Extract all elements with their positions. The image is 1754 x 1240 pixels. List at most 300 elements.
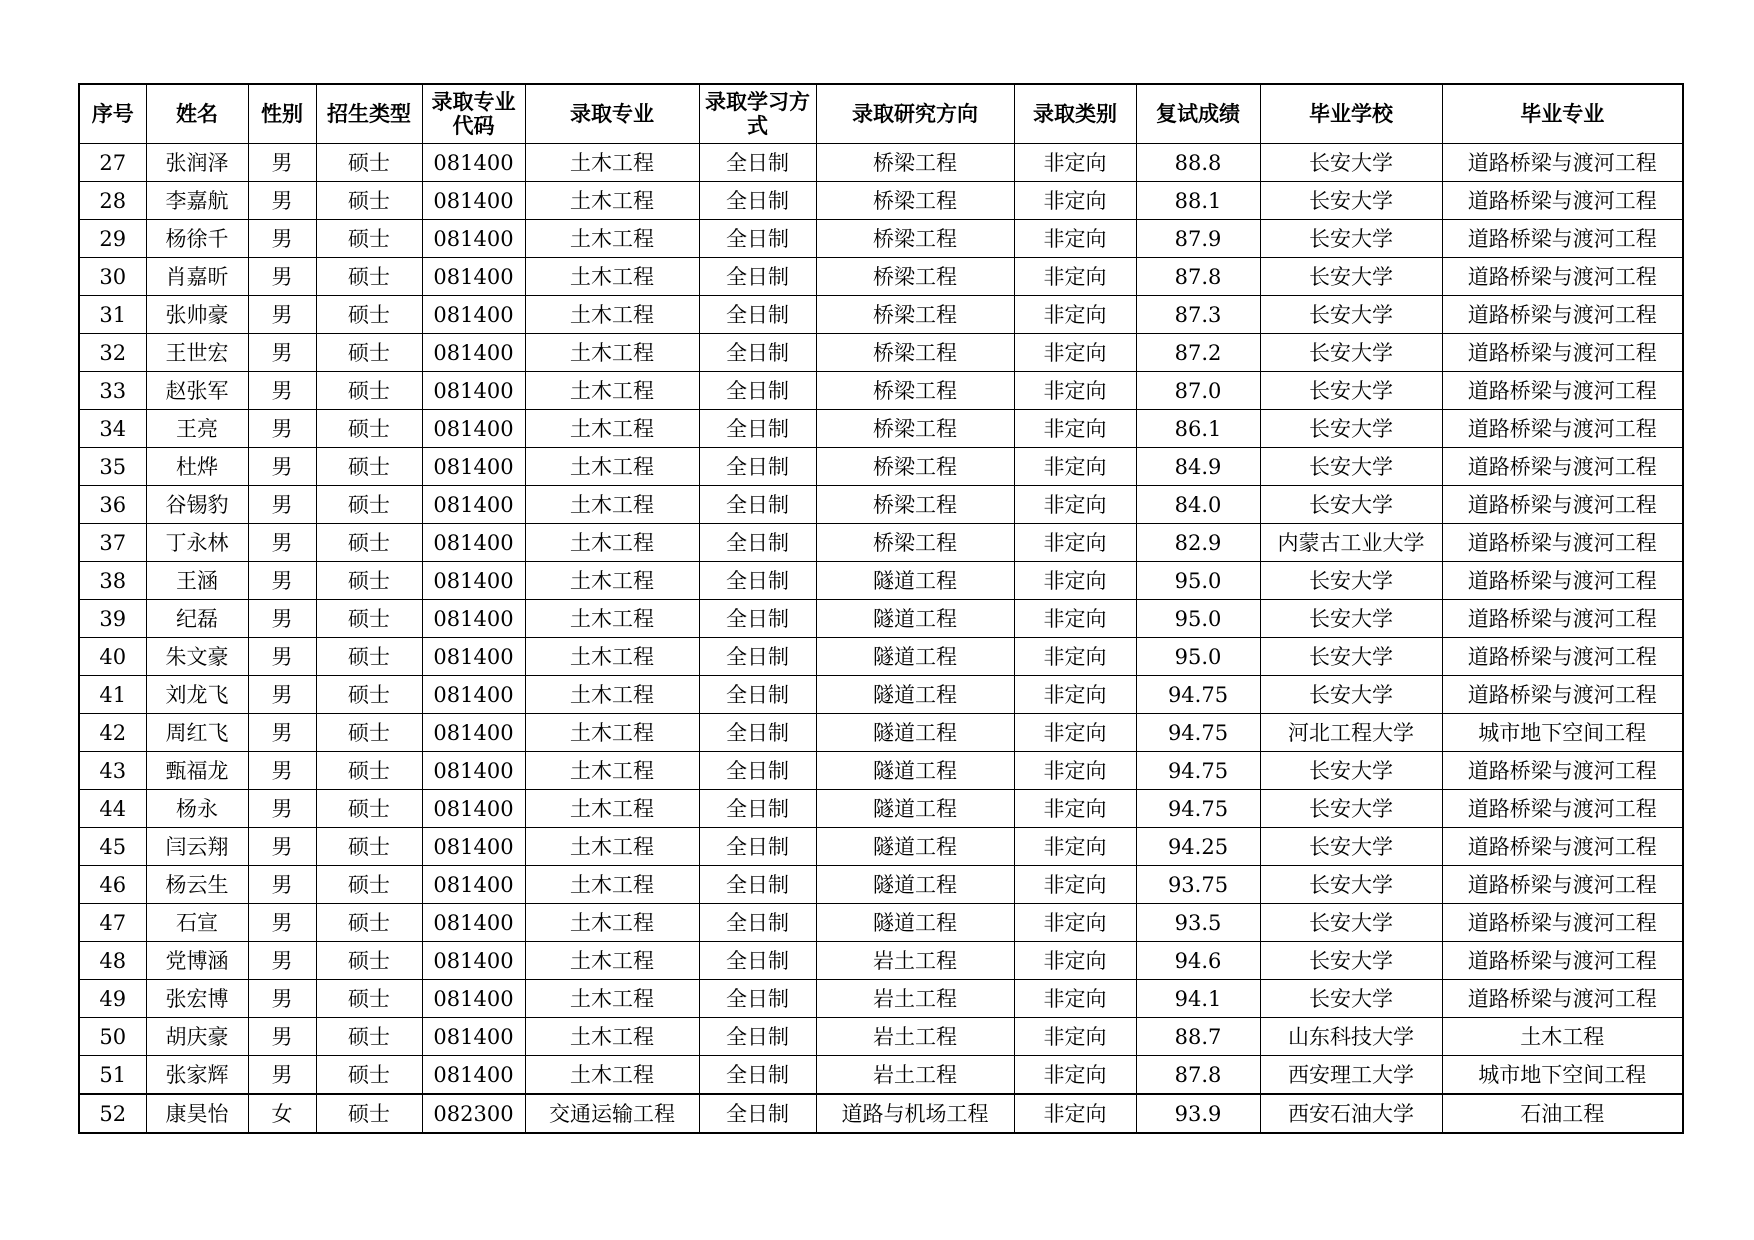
retest-score-cell: 94.1 — [1136, 980, 1260, 1018]
retest-score-cell: 84.9 — [1136, 448, 1260, 486]
major-cell: 土木工程 — [525, 752, 699, 790]
name-cell: 张帅豪 — [146, 296, 248, 334]
major-cell: 土木工程 — [525, 1056, 699, 1095]
table-row — [79, 220, 1683, 258]
graduate-school-cell: 长安大学 — [1260, 410, 1442, 448]
major-code-cell: 081400 — [422, 144, 525, 182]
name-cell: 王亮 — [146, 410, 248, 448]
enrollment-type-cell: 硕士 — [316, 1094, 422, 1133]
study-mode-cell: 全日制 — [699, 486, 816, 524]
major-code-cell: 082300 — [422, 1094, 525, 1133]
major-cell: 土木工程 — [525, 866, 699, 904]
graduate-school-cell: 长安大学 — [1260, 904, 1442, 942]
research-direction-cell: 隧道工程 — [816, 638, 1014, 676]
graduate-school-cell: 长安大学 — [1260, 980, 1442, 1018]
table-row — [79, 562, 1683, 600]
major-cell: 土木工程 — [525, 372, 699, 410]
serial-number-cell: 49 — [79, 980, 146, 1018]
major-code-cell: 081400 — [422, 1018, 525, 1056]
major-cell: 土木工程 — [525, 828, 699, 866]
research-direction-cell: 隧道工程 — [816, 866, 1014, 904]
header-major-code: 录取专业代码 — [422, 84, 525, 144]
gender-cell: 男 — [248, 372, 316, 410]
research-direction-cell: 桥梁工程 — [816, 296, 1014, 334]
graduate-major-cell: 道路桥梁与渡河工程 — [1442, 790, 1683, 828]
research-direction-cell: 隧道工程 — [816, 714, 1014, 752]
retest-score-cell: 93.9 — [1136, 1094, 1260, 1133]
major-code-cell: 081400 — [422, 562, 525, 600]
name-cell: 谷锡豹 — [146, 486, 248, 524]
name-cell: 杨徐千 — [146, 220, 248, 258]
graduate-school-cell: 长安大学 — [1260, 866, 1442, 904]
admission-category-cell: 非定向 — [1014, 410, 1136, 448]
gender-cell: 男 — [248, 600, 316, 638]
table-row — [79, 182, 1683, 220]
study-mode-cell: 全日制 — [699, 866, 816, 904]
graduate-school-cell: 长安大学 — [1260, 220, 1442, 258]
major-code-cell: 081400 — [422, 676, 525, 714]
study-mode-cell: 全日制 — [699, 1018, 816, 1056]
graduate-school-cell: 内蒙古工业大学 — [1260, 524, 1442, 562]
gender-cell: 男 — [248, 638, 316, 676]
enrollment-type-cell: 硕士 — [316, 1018, 422, 1056]
gender-cell: 男 — [248, 942, 316, 980]
major-code-cell: 081400 — [422, 296, 525, 334]
graduate-school-cell: 长安大学 — [1260, 448, 1442, 486]
study-mode-cell: 全日制 — [699, 1094, 816, 1133]
enrollment-type-cell: 硕士 — [316, 638, 422, 676]
serial-number-cell: 28 — [79, 182, 146, 220]
gender-cell: 男 — [248, 448, 316, 486]
serial-number-cell: 37 — [79, 524, 146, 562]
gender-cell: 男 — [248, 1018, 316, 1056]
admission-category-cell: 非定向 — [1014, 828, 1136, 866]
major-code-cell: 081400 — [422, 600, 525, 638]
graduate-major-cell: 道路桥梁与渡河工程 — [1442, 524, 1683, 562]
graduate-school-cell: 山东科技大学 — [1260, 1018, 1442, 1056]
major-cell: 土木工程 — [525, 904, 699, 942]
retest-score-cell: 94.75 — [1136, 714, 1260, 752]
retest-score-cell: 88.1 — [1136, 182, 1260, 220]
graduate-major-cell: 城市地下空间工程 — [1442, 714, 1683, 752]
name-cell: 王世宏 — [146, 334, 248, 372]
study-mode-cell: 全日制 — [699, 448, 816, 486]
enrollment-type-cell: 硕士 — [316, 714, 422, 752]
retest-score-cell: 84.0 — [1136, 486, 1260, 524]
research-direction-cell: 桥梁工程 — [816, 258, 1014, 296]
name-cell: 闫云翔 — [146, 828, 248, 866]
major-code-cell: 081400 — [422, 942, 525, 980]
name-cell: 杜烨 — [146, 448, 248, 486]
header-row — [79, 84, 1683, 144]
research-direction-cell: 桥梁工程 — [816, 334, 1014, 372]
graduate-school-cell: 长安大学 — [1260, 182, 1442, 220]
serial-number-cell: 41 — [79, 676, 146, 714]
major-cell: 土木工程 — [525, 790, 699, 828]
graduate-major-cell: 道路桥梁与渡河工程 — [1442, 410, 1683, 448]
serial-number-cell: 43 — [79, 752, 146, 790]
research-direction-cell: 隧道工程 — [816, 676, 1014, 714]
major-code-cell: 081400 — [422, 448, 525, 486]
retest-score-cell: 88.8 — [1136, 144, 1260, 182]
retest-score-cell: 88.7 — [1136, 1018, 1260, 1056]
admission-category-cell: 非定向 — [1014, 638, 1136, 676]
admission-category-cell: 非定向 — [1014, 220, 1136, 258]
table-row — [79, 334, 1683, 372]
serial-number-cell: 40 — [79, 638, 146, 676]
retest-score-cell: 87.0 — [1136, 372, 1260, 410]
enrollment-type-cell: 硕士 — [316, 562, 422, 600]
enrollment-type-cell: 硕士 — [316, 220, 422, 258]
name-cell: 胡庆豪 — [146, 1018, 248, 1056]
major-code-cell: 081400 — [422, 372, 525, 410]
enrollment-type-cell: 硕士 — [316, 790, 422, 828]
admission-category-cell: 非定向 — [1014, 980, 1136, 1018]
table-body — [79, 144, 1683, 1134]
name-cell: 朱文豪 — [146, 638, 248, 676]
major-code-cell: 081400 — [422, 866, 525, 904]
table-row — [79, 828, 1683, 866]
serial-number-cell: 47 — [79, 904, 146, 942]
graduate-school-cell: 长安大学 — [1260, 144, 1442, 182]
admission-category-cell: 非定向 — [1014, 904, 1136, 942]
gender-cell: 男 — [248, 980, 316, 1018]
graduate-major-cell: 道路桥梁与渡河工程 — [1442, 638, 1683, 676]
enrollment-type-cell: 硕士 — [316, 410, 422, 448]
major-cell: 土木工程 — [525, 562, 699, 600]
header-study-mode: 录取学习方式 — [699, 84, 816, 144]
enrollment-type-cell: 硕士 — [316, 182, 422, 220]
major-cell: 土木工程 — [525, 714, 699, 752]
study-mode-cell: 全日制 — [699, 220, 816, 258]
header-graduate-school: 毕业学校 — [1260, 84, 1442, 144]
name-cell: 纪磊 — [146, 600, 248, 638]
graduate-major-cell: 道路桥梁与渡河工程 — [1442, 486, 1683, 524]
gender-cell: 男 — [248, 296, 316, 334]
gender-cell: 男 — [248, 220, 316, 258]
serial-number-cell: 29 — [79, 220, 146, 258]
graduate-major-cell: 道路桥梁与渡河工程 — [1442, 296, 1683, 334]
research-direction-cell: 隧道工程 — [816, 904, 1014, 942]
research-direction-cell: 桥梁工程 — [816, 220, 1014, 258]
research-direction-cell: 隧道工程 — [816, 600, 1014, 638]
study-mode-cell: 全日制 — [699, 828, 816, 866]
research-direction-cell: 岩土工程 — [816, 980, 1014, 1018]
admission-category-cell: 非定向 — [1014, 1056, 1136, 1095]
table-row — [79, 486, 1683, 524]
retest-score-cell: 87.9 — [1136, 220, 1260, 258]
graduate-school-cell: 长安大学 — [1260, 752, 1442, 790]
enrollment-type-cell: 硕士 — [316, 486, 422, 524]
retest-score-cell: 87.2 — [1136, 334, 1260, 372]
graduate-school-cell: 长安大学 — [1260, 828, 1442, 866]
major-cell: 土木工程 — [525, 410, 699, 448]
retest-score-cell: 94.75 — [1136, 676, 1260, 714]
admission-category-cell: 非定向 — [1014, 296, 1136, 334]
study-mode-cell: 全日制 — [699, 676, 816, 714]
graduate-school-cell: 河北工程大学 — [1260, 714, 1442, 752]
serial-number-cell: 44 — [79, 790, 146, 828]
gender-cell: 男 — [248, 866, 316, 904]
research-direction-cell: 隧道工程 — [816, 790, 1014, 828]
graduate-major-cell: 城市地下空间工程 — [1442, 1056, 1683, 1095]
major-code-cell: 081400 — [422, 1056, 525, 1095]
study-mode-cell: 全日制 — [699, 562, 816, 600]
name-cell: 康昊怡 — [146, 1094, 248, 1133]
name-cell: 杨云生 — [146, 866, 248, 904]
table-row — [79, 296, 1683, 334]
major-cell: 土木工程 — [525, 676, 699, 714]
enrollment-type-cell: 硕士 — [316, 1056, 422, 1095]
graduate-school-cell: 长安大学 — [1260, 790, 1442, 828]
enrollment-type-cell: 硕士 — [316, 448, 422, 486]
enrollment-type-cell: 硕士 — [316, 980, 422, 1018]
major-cell: 土木工程 — [525, 334, 699, 372]
serial-number-cell: 36 — [79, 486, 146, 524]
gender-cell: 男 — [248, 334, 316, 372]
major-code-cell: 081400 — [422, 410, 525, 448]
retest-score-cell: 94.75 — [1136, 790, 1260, 828]
graduate-major-cell: 道路桥梁与渡河工程 — [1442, 372, 1683, 410]
serial-number-cell: 48 — [79, 942, 146, 980]
admission-category-cell: 非定向 — [1014, 600, 1136, 638]
admission-category-cell: 非定向 — [1014, 1018, 1136, 1056]
study-mode-cell: 全日制 — [699, 1056, 816, 1095]
major-cell: 土木工程 — [525, 144, 699, 182]
major-cell: 土木工程 — [525, 182, 699, 220]
admission-category-cell: 非定向 — [1014, 144, 1136, 182]
study-mode-cell: 全日制 — [699, 182, 816, 220]
name-cell: 石宣 — [146, 904, 248, 942]
study-mode-cell: 全日制 — [699, 942, 816, 980]
name-cell: 甄福龙 — [146, 752, 248, 790]
retest-score-cell: 94.25 — [1136, 828, 1260, 866]
serial-number-cell: 42 — [79, 714, 146, 752]
admission-category-cell: 非定向 — [1014, 866, 1136, 904]
serial-number-cell: 32 — [79, 334, 146, 372]
table-row — [79, 676, 1683, 714]
table-row — [79, 942, 1683, 980]
table-row — [79, 904, 1683, 942]
graduate-school-cell: 长安大学 — [1260, 676, 1442, 714]
name-cell: 杨永 — [146, 790, 248, 828]
enrollment-type-cell: 硕士 — [316, 296, 422, 334]
serial-number-cell: 33 — [79, 372, 146, 410]
research-direction-cell: 桥梁工程 — [816, 410, 1014, 448]
retest-score-cell: 95.0 — [1136, 600, 1260, 638]
study-mode-cell: 全日制 — [699, 638, 816, 676]
gender-cell: 男 — [248, 828, 316, 866]
admission-category-cell: 非定向 — [1014, 524, 1136, 562]
graduate-major-cell: 道路桥梁与渡河工程 — [1442, 334, 1683, 372]
study-mode-cell: 全日制 — [699, 904, 816, 942]
serial-number-cell: 52 — [79, 1094, 146, 1133]
gender-cell: 男 — [248, 1056, 316, 1095]
admission-category-cell: 非定向 — [1014, 752, 1136, 790]
study-mode-cell: 全日制 — [699, 296, 816, 334]
header-retest-score: 复试成绩 — [1136, 84, 1260, 144]
gender-cell: 男 — [248, 144, 316, 182]
major-code-cell: 081400 — [422, 638, 525, 676]
study-mode-cell: 全日制 — [699, 372, 816, 410]
name-cell: 周红飞 — [146, 714, 248, 752]
graduate-school-cell: 长安大学 — [1260, 296, 1442, 334]
major-code-cell: 081400 — [422, 182, 525, 220]
graduate-major-cell: 道路桥梁与渡河工程 — [1442, 258, 1683, 296]
gender-cell: 男 — [248, 676, 316, 714]
table-row — [79, 258, 1683, 296]
study-mode-cell: 全日制 — [699, 524, 816, 562]
graduate-school-cell: 长安大学 — [1260, 562, 1442, 600]
graduate-school-cell: 长安大学 — [1260, 258, 1442, 296]
study-mode-cell: 全日制 — [699, 410, 816, 448]
admission-category-cell: 非定向 — [1014, 714, 1136, 752]
gender-cell: 男 — [248, 714, 316, 752]
retest-score-cell: 93.5 — [1136, 904, 1260, 942]
gender-cell: 男 — [248, 752, 316, 790]
retest-score-cell: 95.0 — [1136, 562, 1260, 600]
name-cell: 张宏博 — [146, 980, 248, 1018]
major-cell: 土木工程 — [525, 1018, 699, 1056]
retest-score-cell: 87.3 — [1136, 296, 1260, 334]
header-admission-category: 录取类别 — [1014, 84, 1136, 144]
research-direction-cell: 桥梁工程 — [816, 182, 1014, 220]
graduate-school-cell: 西安理工大学 — [1260, 1056, 1442, 1095]
table-row — [79, 448, 1683, 486]
serial-number-cell: 38 — [79, 562, 146, 600]
enrollment-type-cell: 硕士 — [316, 334, 422, 372]
serial-number-cell: 51 — [79, 1056, 146, 1095]
header-serial-number: 序号 — [79, 84, 146, 144]
admission-category-cell: 非定向 — [1014, 372, 1136, 410]
graduate-major-cell: 道路桥梁与渡河工程 — [1442, 980, 1683, 1018]
graduate-major-cell: 道路桥梁与渡河工程 — [1442, 144, 1683, 182]
graduate-major-cell: 道路桥梁与渡河工程 — [1442, 600, 1683, 638]
study-mode-cell: 全日制 — [699, 714, 816, 752]
serial-number-cell: 31 — [79, 296, 146, 334]
serial-number-cell: 50 — [79, 1018, 146, 1056]
graduate-major-cell: 道路桥梁与渡河工程 — [1442, 866, 1683, 904]
graduate-school-cell: 长安大学 — [1260, 638, 1442, 676]
header-name: 姓名 — [146, 84, 248, 144]
research-direction-cell: 岩土工程 — [816, 1018, 1014, 1056]
admission-category-cell: 非定向 — [1014, 448, 1136, 486]
major-code-cell: 081400 — [422, 714, 525, 752]
research-direction-cell: 桥梁工程 — [816, 486, 1014, 524]
admission-category-cell: 非定向 — [1014, 562, 1136, 600]
table-row — [79, 1018, 1683, 1056]
enrollment-type-cell: 硕士 — [316, 600, 422, 638]
table-row — [79, 524, 1683, 562]
major-code-cell: 081400 — [422, 980, 525, 1018]
name-cell: 赵张军 — [146, 372, 248, 410]
graduate-major-cell: 石油工程 — [1442, 1094, 1683, 1133]
major-code-cell: 081400 — [422, 258, 525, 296]
serial-number-cell: 35 — [79, 448, 146, 486]
research-direction-cell: 岩土工程 — [816, 942, 1014, 980]
retest-score-cell: 82.9 — [1136, 524, 1260, 562]
gender-cell: 女 — [248, 1094, 316, 1133]
gender-cell: 男 — [248, 486, 316, 524]
name-cell: 张家辉 — [146, 1056, 248, 1095]
research-direction-cell: 道路与机场工程 — [816, 1094, 1014, 1133]
graduate-major-cell: 道路桥梁与渡河工程 — [1442, 828, 1683, 866]
name-cell: 张润泽 — [146, 144, 248, 182]
major-code-cell: 081400 — [422, 334, 525, 372]
admission-category-cell: 非定向 — [1014, 182, 1136, 220]
admission-category-cell: 非定向 — [1014, 486, 1136, 524]
name-cell: 李嘉航 — [146, 182, 248, 220]
research-direction-cell: 桥梁工程 — [816, 524, 1014, 562]
header-research-direction: 录取研究方向 — [816, 84, 1014, 144]
graduate-school-cell: 长安大学 — [1260, 334, 1442, 372]
retest-score-cell: 93.75 — [1136, 866, 1260, 904]
admission-category-cell: 非定向 — [1014, 676, 1136, 714]
retest-score-cell: 94.75 — [1136, 752, 1260, 790]
header-major: 录取专业 — [525, 84, 699, 144]
major-cell: 土木工程 — [525, 600, 699, 638]
serial-number-cell: 39 — [79, 600, 146, 638]
graduate-major-cell: 道路桥梁与渡河工程 — [1442, 448, 1683, 486]
major-cell: 土木工程 — [525, 258, 699, 296]
table-row — [79, 714, 1683, 752]
research-direction-cell: 桥梁工程 — [816, 372, 1014, 410]
admission-category-cell: 非定向 — [1014, 942, 1136, 980]
study-mode-cell: 全日制 — [699, 752, 816, 790]
major-code-cell: 081400 — [422, 904, 525, 942]
table-row — [79, 144, 1683, 182]
table-row — [79, 600, 1683, 638]
enrollment-type-cell: 硕士 — [316, 866, 422, 904]
graduate-major-cell: 土木工程 — [1442, 1018, 1683, 1056]
retest-score-cell: 95.0 — [1136, 638, 1260, 676]
graduate-major-cell: 道路桥梁与渡河工程 — [1442, 182, 1683, 220]
name-cell: 肖嘉昕 — [146, 258, 248, 296]
graduate-school-cell: 长安大学 — [1260, 600, 1442, 638]
serial-number-cell: 46 — [79, 866, 146, 904]
graduate-school-cell: 西安石油大学 — [1260, 1094, 1442, 1133]
study-mode-cell: 全日制 — [699, 144, 816, 182]
research-direction-cell: 隧道工程 — [816, 562, 1014, 600]
research-direction-cell: 桥梁工程 — [816, 448, 1014, 486]
graduate-major-cell: 道路桥梁与渡河工程 — [1442, 752, 1683, 790]
admission-category-cell: 非定向 — [1014, 334, 1136, 372]
major-code-cell: 081400 — [422, 486, 525, 524]
enrollment-type-cell: 硕士 — [316, 372, 422, 410]
enrollment-type-cell: 硕士 — [316, 524, 422, 562]
research-direction-cell: 隧道工程 — [816, 828, 1014, 866]
major-cell: 土木工程 — [525, 220, 699, 258]
gender-cell: 男 — [248, 904, 316, 942]
gender-cell: 男 — [248, 182, 316, 220]
table-row — [79, 866, 1683, 904]
table-row — [79, 410, 1683, 448]
gender-cell: 男 — [248, 790, 316, 828]
enrollment-type-cell: 硕士 — [316, 752, 422, 790]
table-row — [79, 1056, 1683, 1095]
major-cell: 土木工程 — [525, 448, 699, 486]
header-graduate-major: 毕业专业 — [1442, 84, 1683, 144]
header-gender: 性别 — [248, 84, 316, 144]
retest-score-cell: 94.6 — [1136, 942, 1260, 980]
admission-category-cell: 非定向 — [1014, 790, 1136, 828]
admission-category-cell: 非定向 — [1014, 1094, 1136, 1133]
study-mode-cell: 全日制 — [699, 790, 816, 828]
table-row — [79, 752, 1683, 790]
serial-number-cell: 45 — [79, 828, 146, 866]
research-direction-cell: 桥梁工程 — [816, 144, 1014, 182]
name-cell: 刘龙飞 — [146, 676, 248, 714]
